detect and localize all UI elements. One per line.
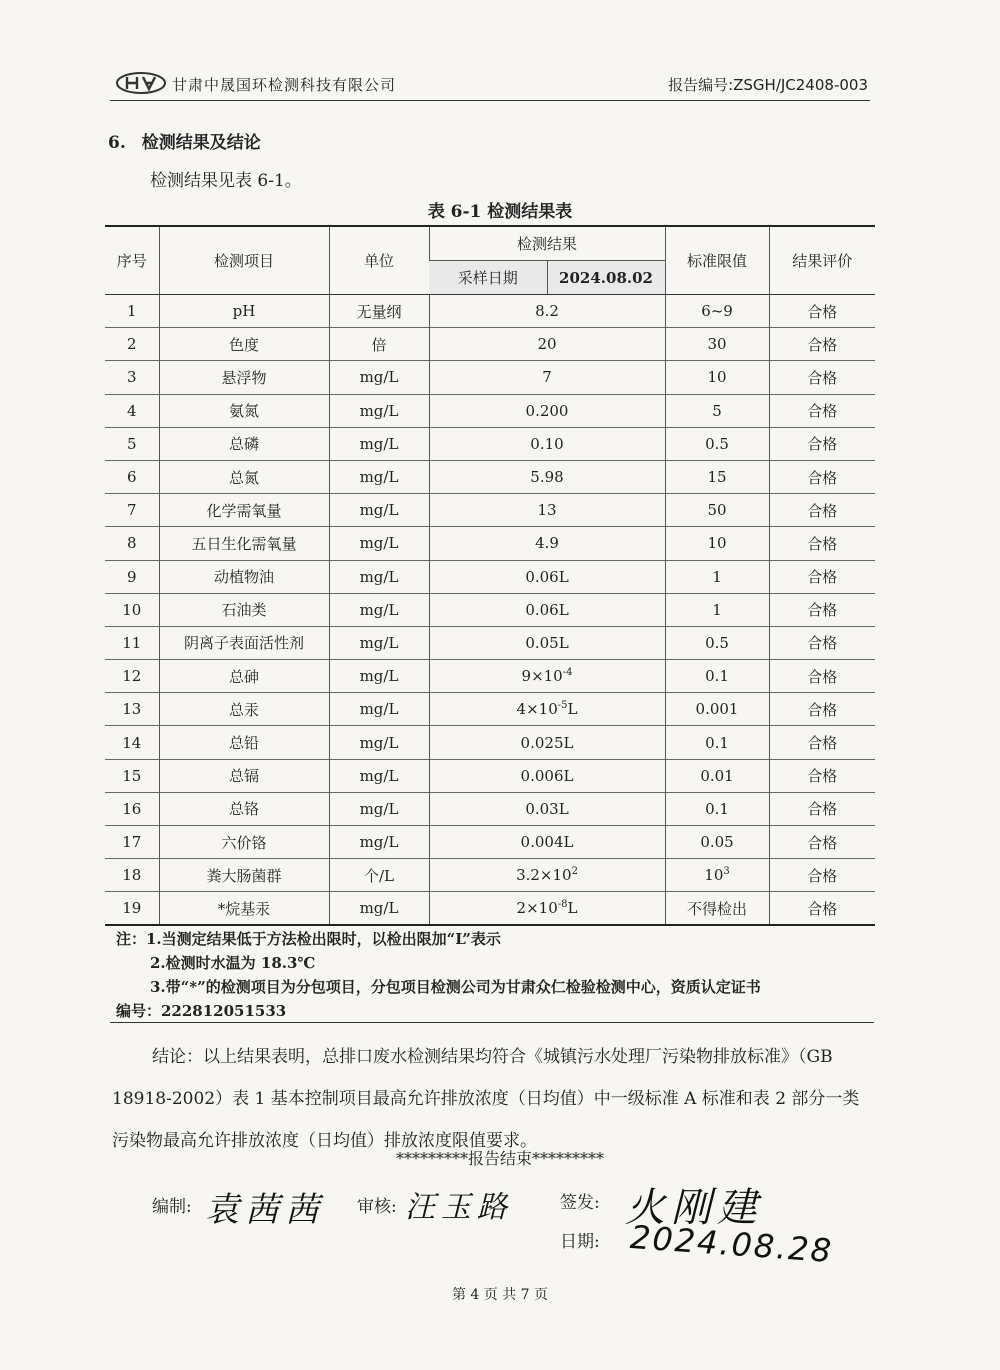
table-row	[105, 328, 875, 361]
cell-item: 化学需氧量	[159, 494, 329, 527]
cell-evaluation: 合格	[769, 295, 875, 328]
cell-seq: 18	[105, 859, 159, 892]
cell-seq: 9	[105, 560, 159, 593]
cell-value: $3.2\times 10^2$	[429, 859, 665, 892]
cell-seq: 17	[105, 826, 159, 859]
cell-seq: 16	[105, 792, 159, 825]
cell-value: $9\times 10^{-4}$	[429, 660, 665, 693]
cell-evaluation: 合格	[769, 494, 875, 527]
cell-unit: mg/L	[329, 460, 429, 493]
cell-value: 0.200	[429, 394, 665, 427]
cell-unit: mg/L	[329, 759, 429, 792]
table-row	[105, 295, 875, 328]
cell-evaluation: 合格	[769, 859, 875, 892]
cell-seq: 1	[105, 295, 159, 328]
cell-unit: mg/L	[329, 494, 429, 527]
cell-item: 总砷	[159, 660, 329, 693]
cell-seq: 15	[105, 759, 159, 792]
cell-limit: 1	[665, 593, 769, 626]
cell-value: 13	[429, 494, 665, 527]
table-row	[105, 560, 875, 593]
header-unit: 单位	[329, 226, 429, 295]
cell-item: 五日生化需氧量	[159, 527, 329, 560]
issuer-label: 签发:	[560, 1193, 600, 1213]
cell-value: $2\times 10^{-8}L$	[429, 892, 665, 925]
cell-item: pH	[159, 295, 329, 328]
section-title-text: 检测结果及结论	[141, 133, 261, 153]
cell-value: 0.05L	[429, 626, 665, 659]
cell-item: 总磷	[159, 427, 329, 460]
cell-seq: 11	[105, 626, 159, 659]
cell-evaluation: 合格	[769, 660, 875, 693]
cell-value: 0.025L	[429, 726, 665, 759]
table-caption: 表 6-1 检测结果表	[427, 202, 573, 222]
cell-limit: 0.5	[665, 427, 769, 460]
cell-unit: mg/L	[329, 792, 429, 825]
section-intro: 检测结果见表 6-1。	[150, 171, 302, 191]
table-row	[105, 792, 875, 825]
cell-item: 动植物油	[159, 560, 329, 593]
cell-value: 0.006L	[429, 759, 665, 792]
cell-limit: 50	[665, 494, 769, 527]
note-3-cert: 编号：222812051533	[116, 1002, 287, 1020]
cell-limit: $10^3$	[665, 859, 769, 892]
cell-value: 0.004L	[429, 826, 665, 859]
table-row	[105, 460, 875, 493]
cell-unit: 个/L	[329, 859, 429, 892]
header-sample-date-label: 采样日期	[429, 261, 547, 295]
cell-seq: 12	[105, 660, 159, 693]
date-signature: 2024.08.28	[628, 1217, 835, 1271]
cell-limit: 0.1	[665, 660, 769, 693]
cell-limit: 30	[665, 328, 769, 361]
cell-unit: mg/L	[329, 826, 429, 859]
cell-item: 六价铬	[159, 826, 329, 859]
table-row	[105, 859, 875, 892]
cell-evaluation: 合格	[769, 726, 875, 759]
cell-item: *烷基汞	[159, 892, 329, 925]
cell-value: 0.06L	[429, 593, 665, 626]
report-number: 报告编号:ZSGH/JC2408-003	[668, 76, 868, 94]
cell-seq: 3	[105, 361, 159, 394]
cell-item: 氨氮	[159, 394, 329, 427]
cell-seq: 4	[105, 394, 159, 427]
company-logo-icon	[115, 72, 167, 94]
cell-value: 20	[429, 328, 665, 361]
cell-value: 8.2	[429, 295, 665, 328]
cell-unit: mg/L	[329, 726, 429, 759]
conclusion-text: 结论：以上结果表明，总排口废水检测结果均符合《城镇污水处理厂污染物排放标准》（GB 18918-2002）表 1 基本控制项目最高允许排放浓度（日均值）中一级标准 A 标准和表 2 部分一类污染物最高允许排放浓度（日均值）排放浓度限值要求。	[112, 1047, 860, 1151]
cell-value: 0.03L	[429, 792, 665, 825]
cell-seq: 14	[105, 726, 159, 759]
cell-limit: 15	[665, 460, 769, 493]
table-row	[105, 527, 875, 560]
table-row	[105, 759, 875, 792]
section-title	[108, 128, 261, 153]
cell-limit: 0.5	[665, 626, 769, 659]
header-result: 检测结果	[429, 226, 665, 261]
cell-value: 7	[429, 361, 665, 394]
cell-unit: mg/L	[329, 527, 429, 560]
table-row	[105, 726, 875, 759]
cell-item: 总铅	[159, 726, 329, 759]
cell-limit: 0.1	[665, 792, 769, 825]
cell-evaluation: 合格	[769, 892, 875, 925]
cell-unit: mg/L	[329, 560, 429, 593]
cell-seq: 7	[105, 494, 159, 527]
cell-seq: 6	[105, 460, 159, 493]
cell-limit: 0.1	[665, 726, 769, 759]
cell-unit: mg/L	[329, 693, 429, 726]
cell-evaluation: 合格	[769, 427, 875, 460]
reviewer-signature: 汪玉路	[405, 1190, 513, 1225]
header-limit: 标准限值	[665, 226, 769, 295]
header-evaluation: 结果评价	[769, 226, 875, 295]
table-row	[105, 693, 875, 726]
cell-value: 5.98	[429, 460, 665, 493]
cell-item: 石油类	[159, 593, 329, 626]
cell-limit: 10	[665, 527, 769, 560]
cell-seq: 8	[105, 527, 159, 560]
date-label: 日期:	[560, 1232, 600, 1252]
cell-evaluation: 合格	[769, 560, 875, 593]
cell-evaluation: 合格	[769, 361, 875, 394]
cell-evaluation: 合格	[769, 593, 875, 626]
cell-unit: mg/L	[329, 427, 429, 460]
cell-evaluation: 合格	[769, 626, 875, 659]
company-name: 甘肃中晟国环检测科技有限公司	[172, 76, 397, 94]
table-row	[105, 626, 875, 659]
header-sample-date: 2024.08.02	[547, 261, 665, 295]
cell-seq: 13	[105, 693, 159, 726]
cell-evaluation: 合格	[769, 394, 875, 427]
cell-limit: 5	[665, 394, 769, 427]
page-header	[110, 70, 870, 101]
editor-label: 编制:	[152, 1197, 192, 1217]
cell-item: 总汞	[159, 693, 329, 726]
cell-unit: 倍	[329, 328, 429, 361]
cell-seq: 5	[105, 427, 159, 460]
note-1: 注：1.当测定结果低于方法检出限时，以检出限加“L”表示	[116, 930, 501, 948]
results-table	[105, 225, 875, 926]
cell-evaluation: 合格	[769, 759, 875, 792]
page-number: 第 4 页 共 7 页	[451, 1287, 549, 1303]
cell-item: 总氮	[159, 460, 329, 493]
editor-signature: 袁茜茜	[205, 1190, 325, 1230]
table-row	[105, 892, 875, 925]
cell-limit: 0.05	[665, 826, 769, 859]
cell-limit: 1	[665, 560, 769, 593]
cell-item: 阴离子表面活性剂	[159, 626, 329, 659]
header-item: 检测项目	[159, 226, 329, 295]
cell-unit: mg/L	[329, 593, 429, 626]
cell-unit: mg/L	[329, 394, 429, 427]
cell-value: $4\times 10^{-5}L$	[429, 693, 665, 726]
notes-divider	[110, 1022, 874, 1023]
cell-limit: 10	[665, 361, 769, 394]
cell-value: 0.10	[429, 427, 665, 460]
cell-evaluation: 合格	[769, 328, 875, 361]
cell-value: 0.06L	[429, 560, 665, 593]
cell-evaluation: 合格	[769, 826, 875, 859]
cell-item: 总铬	[159, 792, 329, 825]
table-row	[105, 660, 875, 693]
cell-unit: 无量纲	[329, 295, 429, 328]
cell-evaluation: 合格	[769, 792, 875, 825]
cell-item: 粪大肠菌群	[159, 859, 329, 892]
note-2: 2.检测时水温为 18.3℃	[150, 954, 316, 972]
cell-limit: 不得检出	[665, 892, 769, 925]
cell-seq: 19	[105, 892, 159, 925]
cell-evaluation: 合格	[769, 693, 875, 726]
table-row	[105, 427, 875, 460]
cell-value: 4.9	[429, 527, 665, 560]
cell-evaluation: 合格	[769, 460, 875, 493]
table-row	[105, 593, 875, 626]
cell-limit: 0.001	[665, 693, 769, 726]
report-end-marker: *********报告结束*********	[395, 1149, 604, 1168]
cell-item: 色度	[159, 328, 329, 361]
cell-seq: 2	[105, 328, 159, 361]
cell-item: 总镉	[159, 759, 329, 792]
reviewer-label: 审核:	[357, 1197, 397, 1217]
cell-unit: mg/L	[329, 660, 429, 693]
table-notes	[116, 927, 876, 1023]
header-seq: 序号	[105, 226, 159, 295]
cell-evaluation: 合格	[769, 527, 875, 560]
table-row	[105, 394, 875, 427]
cell-unit: mg/L	[329, 626, 429, 659]
cell-limit: 0.01	[665, 759, 769, 792]
section-number: 6.	[108, 133, 126, 153]
table-row	[105, 826, 875, 859]
cell-item: 悬浮物	[159, 361, 329, 394]
table-row	[105, 494, 875, 527]
note-3: 3.带“*”的检测项目为分包项目，分包项目检测公司为甘肃众仁检验检测中心，资质认定证书	[150, 978, 761, 996]
cell-unit: mg/L	[329, 361, 429, 394]
cell-unit: mg/L	[329, 892, 429, 925]
cell-seq: 10	[105, 593, 159, 626]
table-row	[105, 361, 875, 394]
issuer-signature: 火刚建	[625, 1185, 763, 1231]
cell-limit: 6~9	[665, 295, 769, 328]
